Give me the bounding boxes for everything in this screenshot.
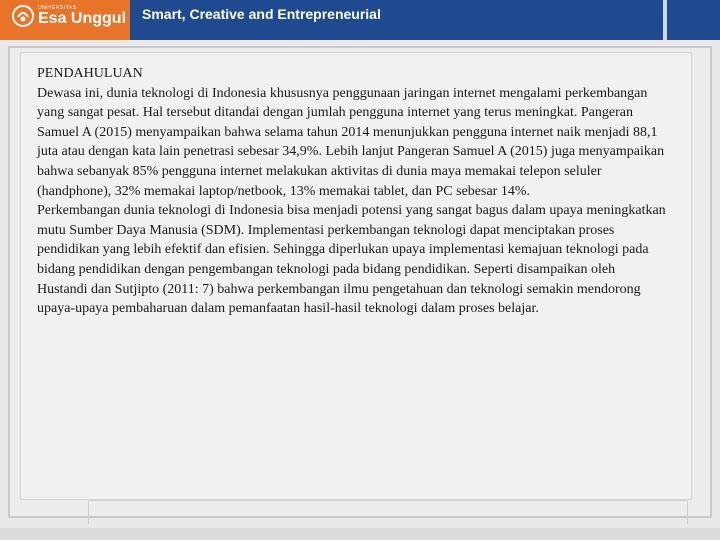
logo-small-text: UNIVERSITAS: [38, 4, 77, 11]
logo-name: Esa Unggul: [38, 9, 127, 27]
slide-content: [37, 64, 667, 319]
paragraph-2: Perkembangan dunia teknologi di Indonesia bisa menjadi potensi yang sangat bagus dalam upaya meningkatkan mutu Sumber Daya Manusia (SDM). Implementasi perkembangan teknologi dapat menciptakan proses pendidikan yang lebih efektif dan efisien. Sehingga diperlukan upaya implementasi kemajuan teknologi pada bidang pendidikan dengan pengembangan teknologi pada bidang pendidikan. Seperti disampaikan oleh Hustandi dan Sutjipto (2011: 7) bahwa perkembangan ilmu pengetahuan dan teknologi semakin mendorong upaya-upaya pembaharuan dalam pemanfaatan hasil-hasil teknologi dalam proses belajar.: [37, 203, 666, 317]
tagline: Smart, Creative and Entrepreneurial: [142, 6, 381, 22]
university-logo: [12, 5, 126, 27]
logo-emblem-icon: [12, 5, 34, 27]
paragraph-1: Dewasa ini, dunia teknologi di Indonesia khususnya penggunaan jaringan internet mengalami perkembangan yang sangat pesat. Hal tersebut ditandai dengan jumlah pengguna internet yang terus meningkat. Pangeran Samuel A (2015) menyampaikan bahwa selama tahun 2014 menunjukkan pengguna internet naik menjadi 88,1 juta atau dengan kata lain penetrasi sebesar 34,9%. Lebih lanjut Pangeran Samuel A (2015) juga menyampaikan bahwa sebanyak 85% pengguna internet melakukan aktivitas di dunia maya memakai telepon seluler (handphone), 32% memakai laptop/netbook, 13% memakai tablet, dan PC sebesar 14%.: [37, 85, 665, 199]
section-heading: PENDAHULUAN: [37, 66, 143, 81]
bottom-band: [0, 528, 720, 540]
header-divider: [663, 0, 667, 42]
bottom-frame: [88, 500, 688, 524]
header-bar: [0, 0, 720, 40]
